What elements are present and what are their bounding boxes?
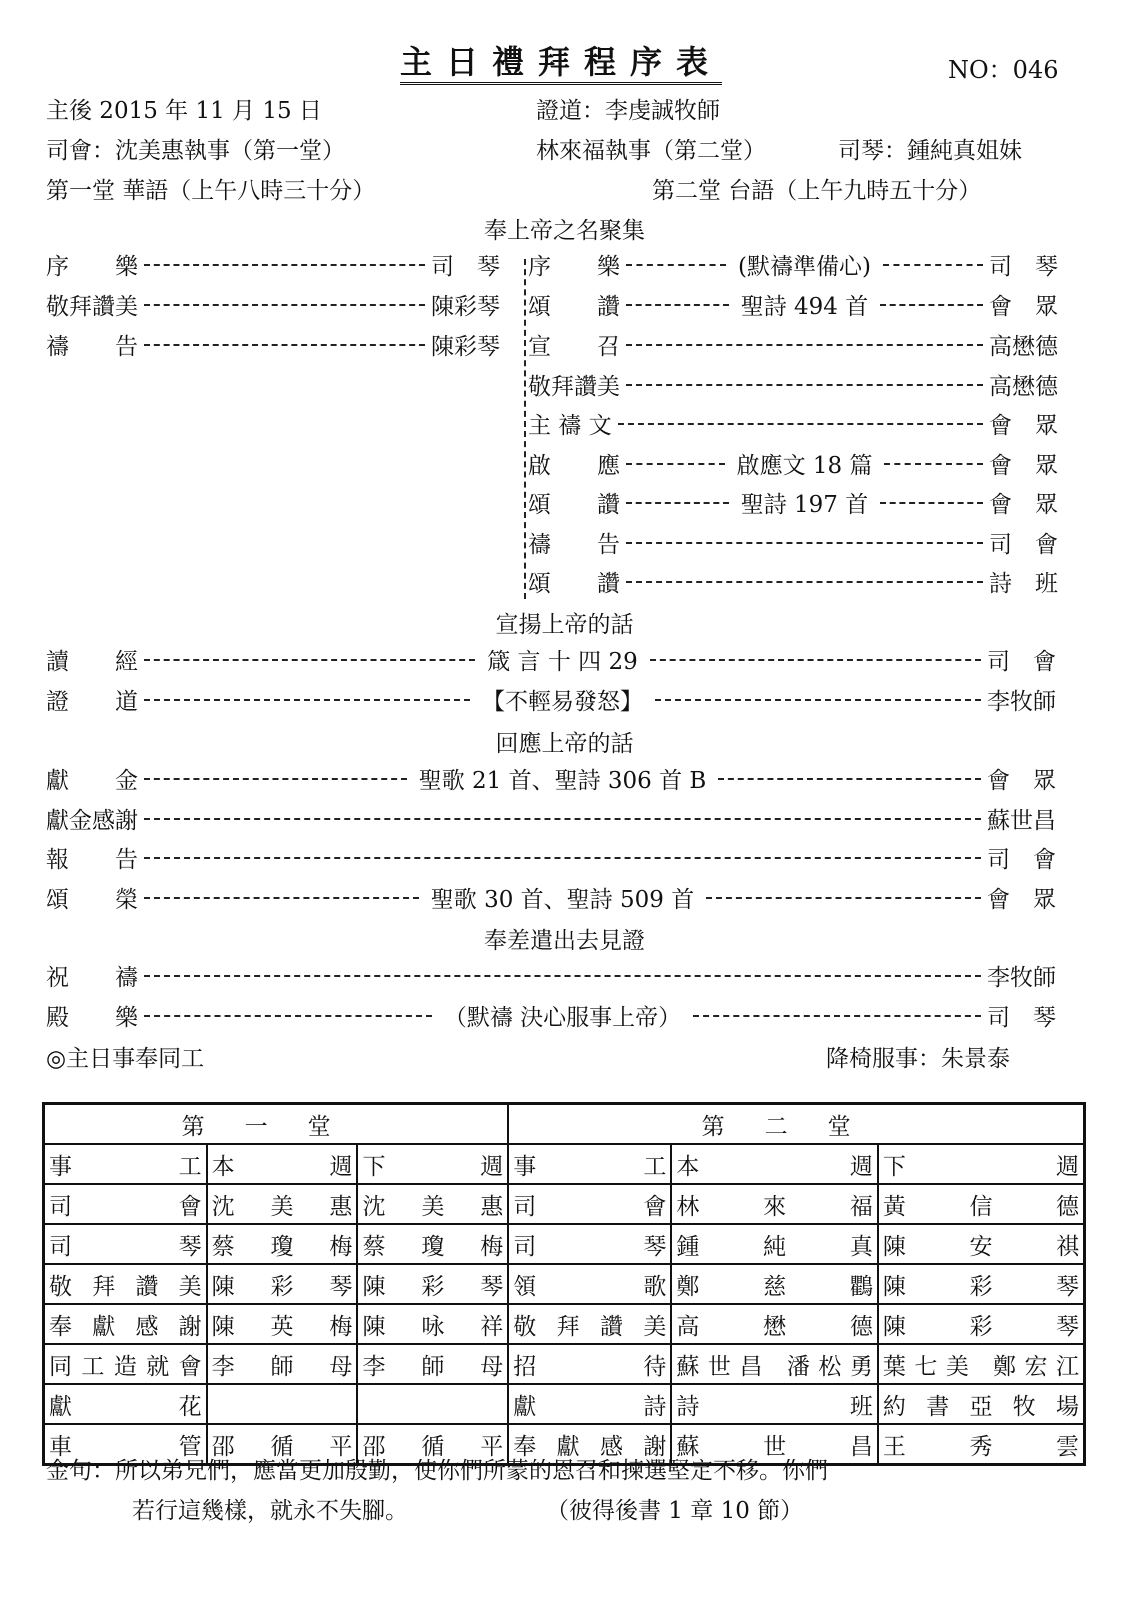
leader-line xyxy=(144,975,981,977)
item-person: 高懋德 xyxy=(989,373,1058,400)
leader-line xyxy=(626,304,729,306)
right-item xyxy=(528,406,1058,440)
item-person: 司 會 xyxy=(989,531,1058,558)
table-cell: 高 懋 德 xyxy=(671,1304,878,1344)
table-cell: 邵 循 平 xyxy=(207,1424,358,1465)
item-detail: 聖詩 197 首 xyxy=(740,491,869,518)
leader-line xyxy=(626,542,983,544)
usher-note: 降椅服事：朱景泰 xyxy=(826,1046,1010,1072)
item-person: 會 眾 xyxy=(989,412,1058,439)
right-item xyxy=(528,367,1058,401)
table-cell: 車 管 xyxy=(44,1424,207,1465)
item-label: 殿 樂 xyxy=(46,1004,138,1031)
leader-line xyxy=(144,659,475,661)
item-label: 敬拜讚美 xyxy=(46,293,138,320)
item-detail: 聖詩 494 首 xyxy=(740,293,869,320)
table-cell xyxy=(207,1384,358,1424)
service-date: 主後 2015 年 11 月 15 日 xyxy=(46,98,322,124)
leader-line xyxy=(883,264,983,266)
item-label: 祝 禱 xyxy=(46,964,138,991)
table-cell: 詩 班 xyxy=(671,1384,878,1424)
golden-verse-cont: 若行這幾樣，就永不失腳。 xyxy=(132,1498,408,1524)
right-item xyxy=(528,485,1058,519)
item-label: 序 樂 xyxy=(46,253,138,280)
table-row xyxy=(44,1304,1085,1344)
service-second: 第二堂 台語（上午九時五十分） xyxy=(652,178,982,204)
host-first: 司會：沈美惠執事（第一堂） xyxy=(46,138,345,164)
right-item xyxy=(528,564,1058,598)
table-row xyxy=(44,1184,1085,1224)
table-cell: 邵 循 平 xyxy=(357,1424,508,1465)
table-cell: 黃 信 德 xyxy=(878,1184,1085,1224)
section-word: 宣揚上帝的話 xyxy=(495,612,634,638)
column-header: 本 週 xyxy=(207,1144,358,1184)
right-item xyxy=(528,247,1058,281)
leader-line xyxy=(626,502,729,504)
item-person: 司 會 xyxy=(987,648,1057,675)
table-cell: 陳 彩 琴 xyxy=(357,1264,508,1304)
right-item xyxy=(528,446,1058,480)
respond-item xyxy=(46,761,1056,795)
leader-line xyxy=(880,502,983,504)
leader-line xyxy=(693,1015,981,1017)
word-item xyxy=(46,642,1056,676)
item-person: 司 琴 xyxy=(987,1004,1056,1031)
table-cell: 同 工 造 就 會 xyxy=(44,1344,207,1384)
item-person: 李牧師 xyxy=(987,688,1056,715)
table-cell: 司 琴 xyxy=(508,1224,671,1264)
table-row xyxy=(44,1264,1085,1304)
item-detail: 啟應文 18 篇 xyxy=(736,452,873,479)
item-label: 獻金感謝 xyxy=(46,807,138,834)
table-row xyxy=(44,1344,1085,1384)
table-row xyxy=(44,1144,1085,1184)
hall-second-header: 第二堂 xyxy=(508,1104,1084,1145)
verse-reference: （彼得後書 1 章 10 節） xyxy=(546,1498,804,1524)
column-header: 事 工 xyxy=(44,1144,207,1184)
item-label: 證 道 xyxy=(46,688,138,715)
leader-line xyxy=(655,699,981,701)
item-person: 會 眾 xyxy=(989,452,1059,479)
table-cell: 陳 彩 琴 xyxy=(207,1264,358,1304)
organist: 司琴：鍾純真姐妹 xyxy=(838,138,1022,164)
item-label: 讀 經 xyxy=(46,648,138,675)
leader-line xyxy=(718,778,981,780)
table-cell: 蘇 世 昌 xyxy=(671,1424,878,1465)
leader-line xyxy=(144,1015,432,1017)
leader-line xyxy=(144,857,981,859)
section-gather: 奉上帝之名聚集 xyxy=(484,218,645,244)
table-cell: 蔡 瓊 梅 xyxy=(207,1224,358,1264)
table-cell: 葉 七 美 鄭 宏 江 xyxy=(878,1344,1085,1384)
item-label: 頌 讚 xyxy=(528,491,620,518)
item-person: 詩 班 xyxy=(989,570,1058,597)
table-cell: 沈 美 惠 xyxy=(207,1184,358,1224)
column-header: 下 週 xyxy=(878,1144,1085,1184)
table-cell: 李 師 母 xyxy=(207,1344,358,1384)
preacher: 證道：李虔誠牧師 xyxy=(536,98,720,124)
respond-item xyxy=(46,801,1056,835)
item-label: 頌 榮 xyxy=(46,886,138,913)
leader-line xyxy=(144,897,419,899)
sent-item xyxy=(46,958,1056,992)
leader-line xyxy=(626,264,726,266)
right-item xyxy=(528,327,1058,361)
respond-item xyxy=(46,840,1056,874)
item-detail: 聖歌 21 首、聖詩 306 首 B xyxy=(418,767,707,794)
table-cell: 獻 花 xyxy=(44,1384,207,1424)
leader-line xyxy=(144,264,425,266)
table-cell: 李 師 母 xyxy=(357,1344,508,1384)
table-cell: 司 會 xyxy=(44,1184,207,1224)
table-cell: 領 歌 xyxy=(508,1264,671,1304)
table-cell: 敬 拜 讚 美 xyxy=(44,1264,207,1304)
table-cell: 王 秀 雲 xyxy=(878,1424,1085,1465)
table-cell: 陳 咏 祥 xyxy=(357,1304,508,1344)
left-item xyxy=(46,247,500,281)
table-cell: 奉 獻 感 謝 xyxy=(508,1424,671,1465)
table-cell: 蘇 世 昌 潘 松 勇 xyxy=(671,1344,878,1384)
leader-line xyxy=(884,463,983,465)
leader-line xyxy=(626,384,983,386)
issue-number: NO：046 xyxy=(948,56,1059,84)
item-label: 禱 告 xyxy=(46,333,138,360)
table-cell: 林 來 福 xyxy=(671,1184,878,1224)
left-item xyxy=(46,327,500,361)
leader-line xyxy=(144,699,470,701)
leader-line xyxy=(880,304,983,306)
item-person: 司 琴 xyxy=(431,253,500,280)
section-sent: 奉差遣出去見證 xyxy=(484,928,645,954)
sermon-title: 【不輕易發怒】 xyxy=(482,688,643,715)
item-person: 會 眾 xyxy=(989,293,1058,320)
table-row xyxy=(44,1384,1085,1424)
leader-line xyxy=(144,818,981,820)
leader-line xyxy=(144,778,407,780)
item-label: 頌 讚 xyxy=(528,293,620,320)
table-cell: 約 書 亞 牧 場 xyxy=(878,1384,1085,1424)
table-cell: 陳 安 祺 xyxy=(878,1224,1085,1264)
table-cell: 奉 獻 感 謝 xyxy=(44,1304,207,1344)
column-header: 事 工 xyxy=(508,1144,671,1184)
table-cell: 司 會 xyxy=(508,1184,671,1224)
table-cell xyxy=(357,1384,508,1424)
hall-first-header: 第一堂 xyxy=(44,1104,509,1145)
leader-line xyxy=(706,897,981,899)
item-label: 啟 應 xyxy=(528,452,620,479)
left-item xyxy=(46,287,500,321)
item-person: 高懋德 xyxy=(989,333,1058,360)
table-cell: 陳 英 梅 xyxy=(207,1304,358,1344)
item-detail: 箴 言 十 四 29 xyxy=(487,648,638,675)
table-cell: 陳 彩 琴 xyxy=(878,1304,1085,1344)
roster-caption: ◎主日事奉同工 xyxy=(46,1046,205,1072)
item-person: 司 琴 xyxy=(989,253,1059,280)
table-cell: 鍾 純 真 xyxy=(671,1224,878,1264)
leader-line xyxy=(626,581,983,583)
table-cell: 陳 彩 琴 xyxy=(878,1264,1085,1304)
table-cell: 敬 拜 讚 美 xyxy=(508,1304,671,1344)
item-person: 陳彩琴 xyxy=(431,293,500,320)
host-second: 林來福執事（第二堂） xyxy=(536,138,766,164)
column-header: 下 週 xyxy=(357,1144,508,1184)
table-cell: 招 待 xyxy=(508,1344,671,1384)
table-cell: 沈 美 惠 xyxy=(357,1184,508,1224)
leader-line xyxy=(144,304,425,306)
item-person: 蘇世昌 xyxy=(987,807,1056,834)
roster-table xyxy=(42,1102,1086,1466)
table-row xyxy=(44,1104,1085,1145)
right-item xyxy=(528,287,1058,321)
item-label: 主 禱 文 xyxy=(528,412,612,439)
section-respond: 回應上帝的話 xyxy=(495,731,634,757)
item-person: 會 眾 xyxy=(987,886,1057,913)
item-label: 敬拜讚美 xyxy=(528,373,620,400)
item-detail: 聖歌 30 首、聖詩 509 首 xyxy=(430,886,695,913)
item-detail: （默禱 決心服事上帝） xyxy=(443,1004,682,1031)
item-person: 會 眾 xyxy=(989,491,1058,518)
respond-item xyxy=(46,880,1056,914)
column-header: 本 週 xyxy=(671,1144,878,1184)
item-person: 司 會 xyxy=(987,846,1056,873)
item-label: 宣 召 xyxy=(528,333,620,360)
golden-verse: 金句：所以弟兄們，應當更加殷勤，使你們所蒙的恩召和揀選堅定不移。你們 xyxy=(46,1458,828,1484)
table-cell: 蔡 瓊 梅 xyxy=(357,1224,508,1264)
leader-line xyxy=(650,659,981,661)
item-detail: (默禱準備心) xyxy=(738,253,871,280)
leader-line xyxy=(144,344,425,346)
page-title: 主日禮拜程序表 xyxy=(400,44,722,85)
table-cell: 鄭 慈 鸜 xyxy=(671,1264,878,1304)
leader-line xyxy=(626,344,983,346)
item-label: 獻 金 xyxy=(46,767,138,794)
word-item xyxy=(46,682,1056,716)
item-person: 李牧師 xyxy=(987,964,1056,991)
item-person: 陳彩琴 xyxy=(431,333,500,360)
table-cell: 司 琴 xyxy=(44,1224,207,1264)
column-divider xyxy=(524,259,526,599)
leader-line xyxy=(618,423,983,425)
leader-line xyxy=(626,463,725,465)
right-item xyxy=(528,525,1058,559)
service-first: 第一堂 華語（上午八時三十分） xyxy=(46,178,376,204)
item-person: 會 眾 xyxy=(987,767,1056,794)
item-label: 頌 讚 xyxy=(528,570,620,597)
item-label: 序 樂 xyxy=(528,253,620,280)
table-cell: 獻 詩 xyxy=(508,1384,671,1424)
item-label: 禱 告 xyxy=(528,531,620,558)
sent-item xyxy=(46,998,1056,1032)
table-row xyxy=(44,1224,1085,1264)
item-label: 報 告 xyxy=(46,846,138,873)
